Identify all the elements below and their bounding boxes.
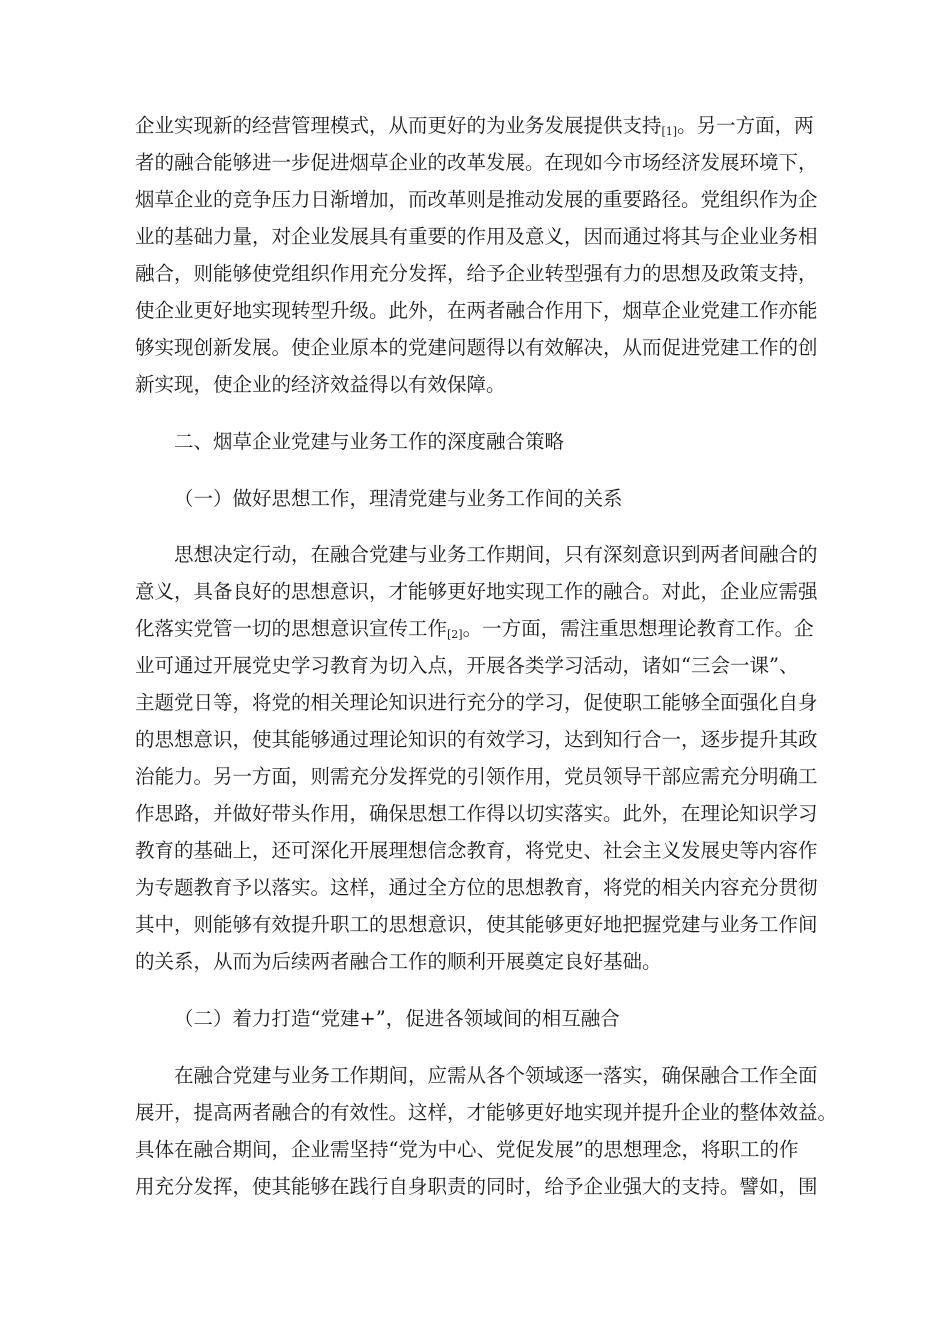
citation-ref: [1] <box>661 125 678 138</box>
paragraph-1-line-5: 融合，则能够使党组织作用充分发挥，给予企业转型强有力的思想及政策支持， <box>135 262 818 285</box>
paragraph-2-line-8: 作思路，并做好带头作用，确保思想工作得以切实落实。此外，在理论知识学习 <box>135 802 818 825</box>
text-span: 。另一方面，两 <box>677 114 814 137</box>
text-span: 。一方面，需注重思想理论教育工作。企 <box>462 617 814 640</box>
paragraph-3-line-4: 用充分发挥，使其能够在践行自身职责的同时，给予企业强大的支持。譬如，围 <box>135 1175 818 1198</box>
paragraph-2-line-5: 主题党日等，将党的相关理论知识进行充分的学习，促使职工能够全面强化自身 <box>135 691 818 714</box>
paragraph-2-line-3 <box>135 615 814 643</box>
paragraph-1-line-6: 使企业更好地实现转型升级。此外，在两者融合作用下，烟草企业党建工作亦能 <box>135 299 818 322</box>
paragraph-1-line-2: 者的融合能够进一步促进烟草企业的改革发展。在现如今市场经济发展环境下， <box>135 151 818 174</box>
paragraph-2-line-9: 教育的基础上，还可深化开展理想信念教育，将党史、社会主义发展史等内容作 <box>135 839 818 862</box>
paragraph-2-line-2: 意义，具备良好的思想意识，才能够更好地实现工作的融合。对此，企业应需强 <box>135 580 818 603</box>
paragraph-3-line-1: 在融合党建与业务工作期间，应需从各个领域逐一落实，确保融合工作全面 <box>174 1064 818 1087</box>
text-span: 化落实党管一切的思想意识宣传工作 <box>135 617 448 640</box>
paragraph-3-line-3: 具体在融合期间，企业需坚持“党为中心、党促发展”的思想理念，将职工的作 <box>135 1138 799 1161</box>
paragraph-2-line-10: 为专题教育予以落实。这样，通过全方位的思想教育，将党的相关内容充分贯彻 <box>135 876 818 899</box>
paragraph-2-line-6: 的思想意识，使其能够通过理论知识的有效学习，达到知行合一，逐步提升其政 <box>135 728 818 751</box>
paragraph-1-line-8: 新实现，使企业的经济效益得以有效保障。 <box>135 373 506 396</box>
paragraph-2-line-4: 业可通过开展党史学习教育为切入点，开展各类学习活动，诸如“三会一课”、 <box>135 654 799 677</box>
subsection-heading-2: （二）着力打造“党建+”，促进各领域间的相互融合 <box>174 1007 620 1030</box>
paragraph-1-line-1 <box>135 112 814 140</box>
subsection-heading-1: （一）做好思想工作，理清党建与业务工作间的关系 <box>174 487 623 510</box>
section-heading: 二、烟草企业党建与业务工作的深度融合策略 <box>174 430 565 453</box>
paragraph-2-line-1: 思想决定行动，在融合党建与业务工作期间，只有深刻意识到两者间融合的 <box>174 543 818 566</box>
paragraph-1-line-7: 够实现创新发展。使企业原本的党建问题得以有效解决，从而促进党建工作的创 <box>135 336 818 359</box>
paragraph-2-line-7: 治能力。另一方面，则需充分发挥党的引领作用，党员领导干部应需充分明确工 <box>135 765 818 788</box>
paragraph-1-line-4: 业的基础力量，对企业发展具有重要的作用及意义，因而通过将其与企业业务相 <box>135 225 818 248</box>
paragraph-2-line-12: 的关系，从而为后续两者融合工作的顺利开展奠定良好基础。 <box>135 950 662 973</box>
paragraph-1-line-3: 烟草企业的竞争压力日渐增加，而改革则是推动发展的重要路径。党组织作为企 <box>135 188 818 211</box>
paragraph-3-line-2: 展开，提高两者融合的有效性。这样，才能够更好地实现并提升企业的整体效益。 <box>135 1101 838 1124</box>
citation-ref: [2] <box>447 628 463 641</box>
paragraph-2-line-11: 其中，则能够有效提升职工的思想意识，使其能够更好地把握党建与业务工作间 <box>135 913 818 936</box>
text-span: 企业实现新的经营管理模式，从而更好的为业务发展提供支持 <box>135 114 662 137</box>
